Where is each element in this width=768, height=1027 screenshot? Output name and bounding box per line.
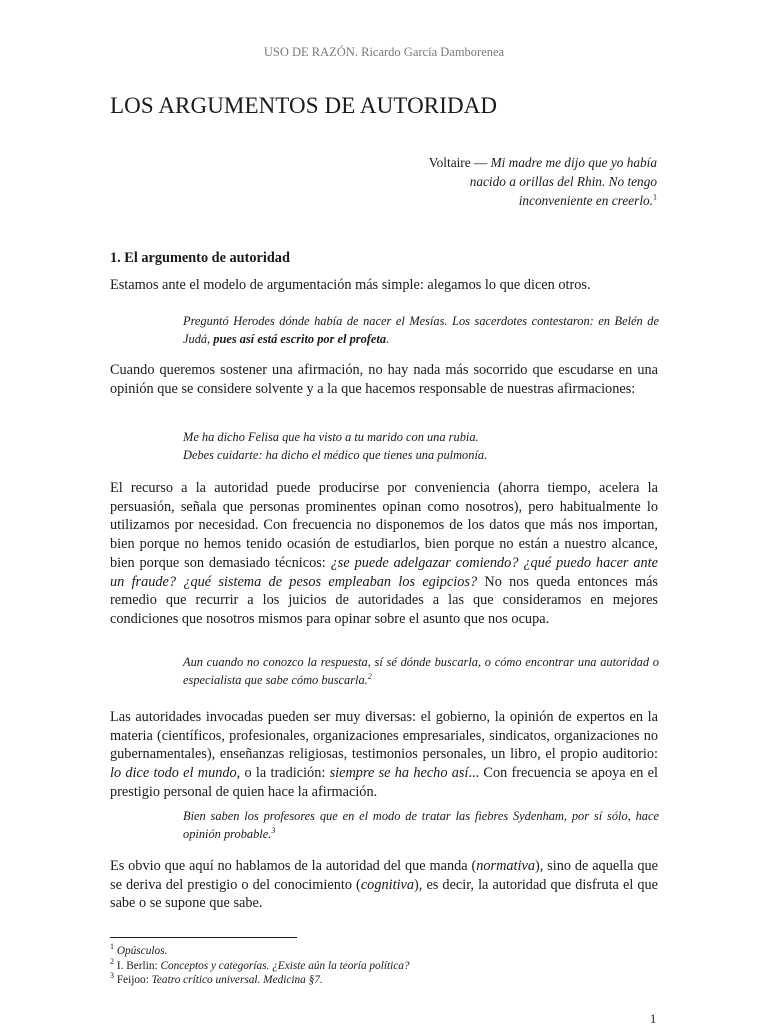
paragraph-3-italic: ¿se puede adelgazar comiendo? ¿qué puedo hacer ante un fraude? ¿qué sistema de pesos empleaban los egipcios? [110, 554, 659, 590]
epigraph [357, 153, 657, 210]
footnote-2 [110, 956, 670, 974]
paragraph-5-c: ), es decir, la autoridad que disfruta el que sabe o se supone que sabe. [110, 876, 659, 912]
footnote-italic: Opúsculos. [116, 945, 168, 957]
footnote-number: 1 [110, 942, 114, 952]
paragraph-4-text: Las autoridades invocadas pueden ser muy diversas: el gobierno, la opinión de expertos en la materia (científicos, profesionales, organizaciones empresariales, sindicatos, organizaciones no gubernamentales), enseñanzas religiosas, testimonios personales, un libro, el propio auditorio: [110, 709, 658, 763]
footnote-text: I. Berlin: [116, 959, 161, 972]
footnote-ref-2[interactable]: 2 [367, 671, 372, 681]
epigraph-quote-1: Mi madre me dijo que yo había [490, 155, 657, 170]
page-title: LOS ARGUMENTOS DE AUTORIDAD [110, 93, 498, 118]
quote-1 [183, 313, 659, 348]
footnote-divider [110, 937, 297, 938]
epigraph-line-3 [357, 191, 657, 210]
quote-1-end: . [386, 331, 390, 346]
quote-3 [183, 654, 659, 689]
paragraph-4-end: ... Con frecuencia se apoya en el prestigio personal de quien hace la afirmación. [110, 765, 658, 800]
paragraph-5-a: Es obvio que aquí no hablamos de la autoridad del que manda ( [110, 858, 477, 874]
epigraph-author: Voltaire — [428, 155, 491, 170]
page-number: 1 [650, 1012, 657, 1026]
paragraph-1: Estamos ante el modelo de argumentación más simple: alegamos lo que dicen otros. [110, 277, 591, 293]
quote-1-text: Preguntó Herodes dónde había de nacer el Mesías. Los sacerdotes contestaron: en Belén de Judá, [183, 314, 659, 346]
paragraph-4-mid: , o la tradición: [236, 765, 330, 782]
quote-2-line-1: Me ha dicho Felisa que ha visto a tu marido con una rubia. [183, 430, 479, 444]
footnote-ref-3[interactable]: 3 [271, 825, 276, 835]
paragraph-5-italic-2: cognitiva [360, 876, 415, 893]
epigraph-line-2: nacido a orillas del Rhin. No tengo [469, 174, 657, 189]
running-header: USO DE RAZÓN. Ricardo García Damborenea [263, 45, 505, 59]
epigraph-quote-3: inconveniente en creerlo. [518, 193, 653, 208]
footnote-number: 3 [110, 971, 114, 981]
footnotes [110, 944, 670, 988]
footnote-text: Feijoo: [116, 974, 152, 987]
quote-2 [183, 429, 659, 464]
quote-1-bold: pues así está escrito por el profeta [213, 331, 387, 346]
paragraph-3-end: No nos queda entonces más remedio que recurrir a los juicios de autoridades a las que consideramos en mejores condiciones que nosotros mismos para opinar sobre el asunto que nos ocupa. [110, 573, 658, 627]
paragraph-4-italic-2: siempre se ha hecho así [329, 765, 469, 782]
quote-3-text: Aun cuando no conozco la respuesta, sí sé dónde buscarla, o cómo encontrar una autoridad o especialista que sabe cómo buscarla. [183, 655, 659, 687]
footnote-number: 2 [110, 956, 114, 966]
footnote-1 [110, 944, 670, 959]
footnote-3 [110, 973, 670, 988]
quote-2-line-2: Debes cuidarte: ha dicho el médico que tienes una pulmonía. [183, 447, 488, 462]
paragraph-4-italic-1: lo dice todo el mundo [110, 765, 237, 782]
footnote-italic: Teatro crítico universal. Medicina §7. [151, 974, 323, 987]
paragraph-3 [110, 479, 658, 629]
paragraph-5 [110, 857, 658, 913]
paragraph-2: Cuando queremos sostener una afirmación, no hay nada más socorrido que escudarse en una opinión que se considere solvente y a la que hacemos responsable de nuestras afirmaciones: [110, 362, 658, 397]
paragraph-3-text: El recurso a la autoridad puede producirse por conveniencia (ahorra tiempo, acelera la persuasión, señala que personas prominentes opinan como nosotros), pero habitualmente lo utilizamos por necesidad. Con frecuencia no disponemos de los datos que más nos importan, bien porque no hemos tenido ocasión de estudiarlos, bien porque no están a nuestro alcance, bien porque son demasiado técnicos: [110, 480, 658, 571]
quote-4 [183, 808, 659, 843]
paragraph-4 [110, 708, 658, 802]
quote-4-text: Bien saben los profesores que en el modo de tratar las fiebres Sydenham, por sí sólo, hace opinión probable. [183, 809, 659, 841]
paragraph-5-b: ), sino de aquella que se deriva del prestigio o del conocimiento ( [110, 858, 658, 893]
paragraph-5-italic-1: normativa [476, 858, 535, 874]
epigraph-line-1 [357, 153, 657, 172]
footnote-ref-1[interactable]: 1 [653, 192, 657, 202]
section-heading: 1. El argumento de autoridad [110, 250, 290, 266]
footnote-italic: Conceptos y categorías. ¿Existe aún la teoría política? [160, 959, 410, 972]
